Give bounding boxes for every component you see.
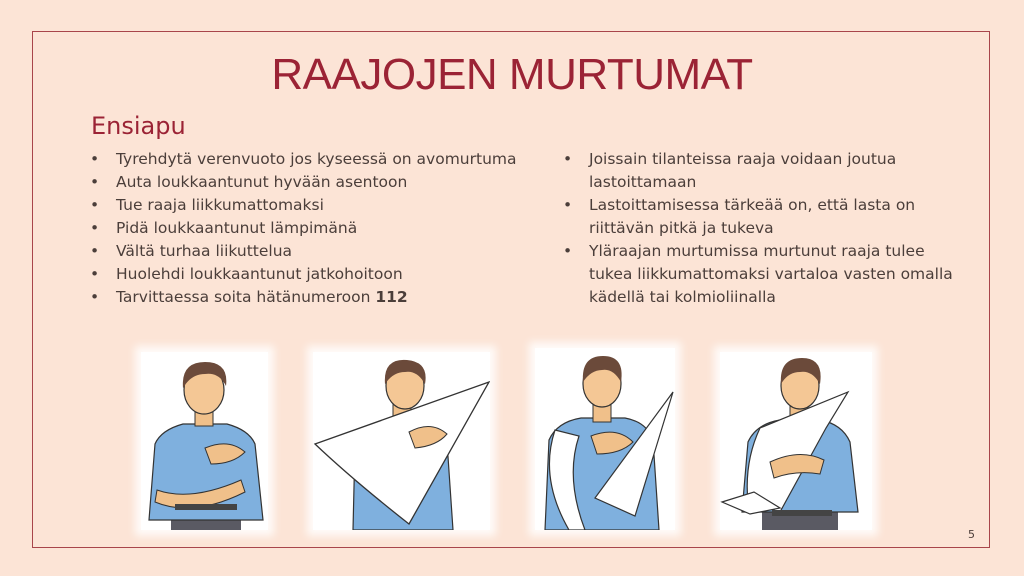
list-item-emergency	[90, 286, 540, 309]
slide-subtitle: Ensiapu	[91, 112, 186, 140]
emergency-number: 112	[375, 288, 408, 306]
list-item: • Vältä turhaa liikuttelua	[90, 240, 540, 263]
list-item: • Joissain tilanteissa raaja voidaan joutua lastoittamaan	[563, 148, 953, 194]
illustration-step-1	[141, 352, 268, 530]
list-item: • Yläraajan murtumissa murtunut raaja tulee tukea liikkumattomaksi vartaloa vasten omalla kädellä tai kolmioliinalla	[563, 240, 953, 309]
list-item: • Pidä loukkaantunut lämpimänä	[90, 217, 540, 240]
sling-step-3-image	[535, 348, 675, 530]
illustration-step-4	[720, 352, 872, 530]
illustration-step-3	[535, 348, 675, 530]
emergency-text: Tarvittaessa soita hätänumeroon	[116, 288, 376, 306]
sling-finished-image	[720, 352, 872, 530]
left-bullet-list	[90, 148, 540, 309]
list-item: • Tyrehdytä verenvuoto jos kyseessä on avomurtuma	[90, 148, 540, 171]
illustration-step-2	[313, 352, 490, 530]
right-bullet-list	[563, 148, 953, 309]
slide-title: RAAJOJEN MURTUMAT	[271, 50, 753, 99]
list-item: • Tue raaja liikkumattomaksi	[90, 194, 540, 217]
list-item: • Auta loukkaantunut hyvään asentoon	[90, 171, 540, 194]
list-item: • Huolehdi loukkaantunut jatkohoitoon	[90, 263, 540, 286]
page-number: 5	[968, 528, 975, 541]
person-holding-arm-image	[141, 352, 268, 530]
sling-step-2-image	[313, 352, 490, 530]
list-item: • Lastoittamisessa tärkeää on, että lasta on riittävän pitkä ja tukeva	[563, 194, 953, 240]
